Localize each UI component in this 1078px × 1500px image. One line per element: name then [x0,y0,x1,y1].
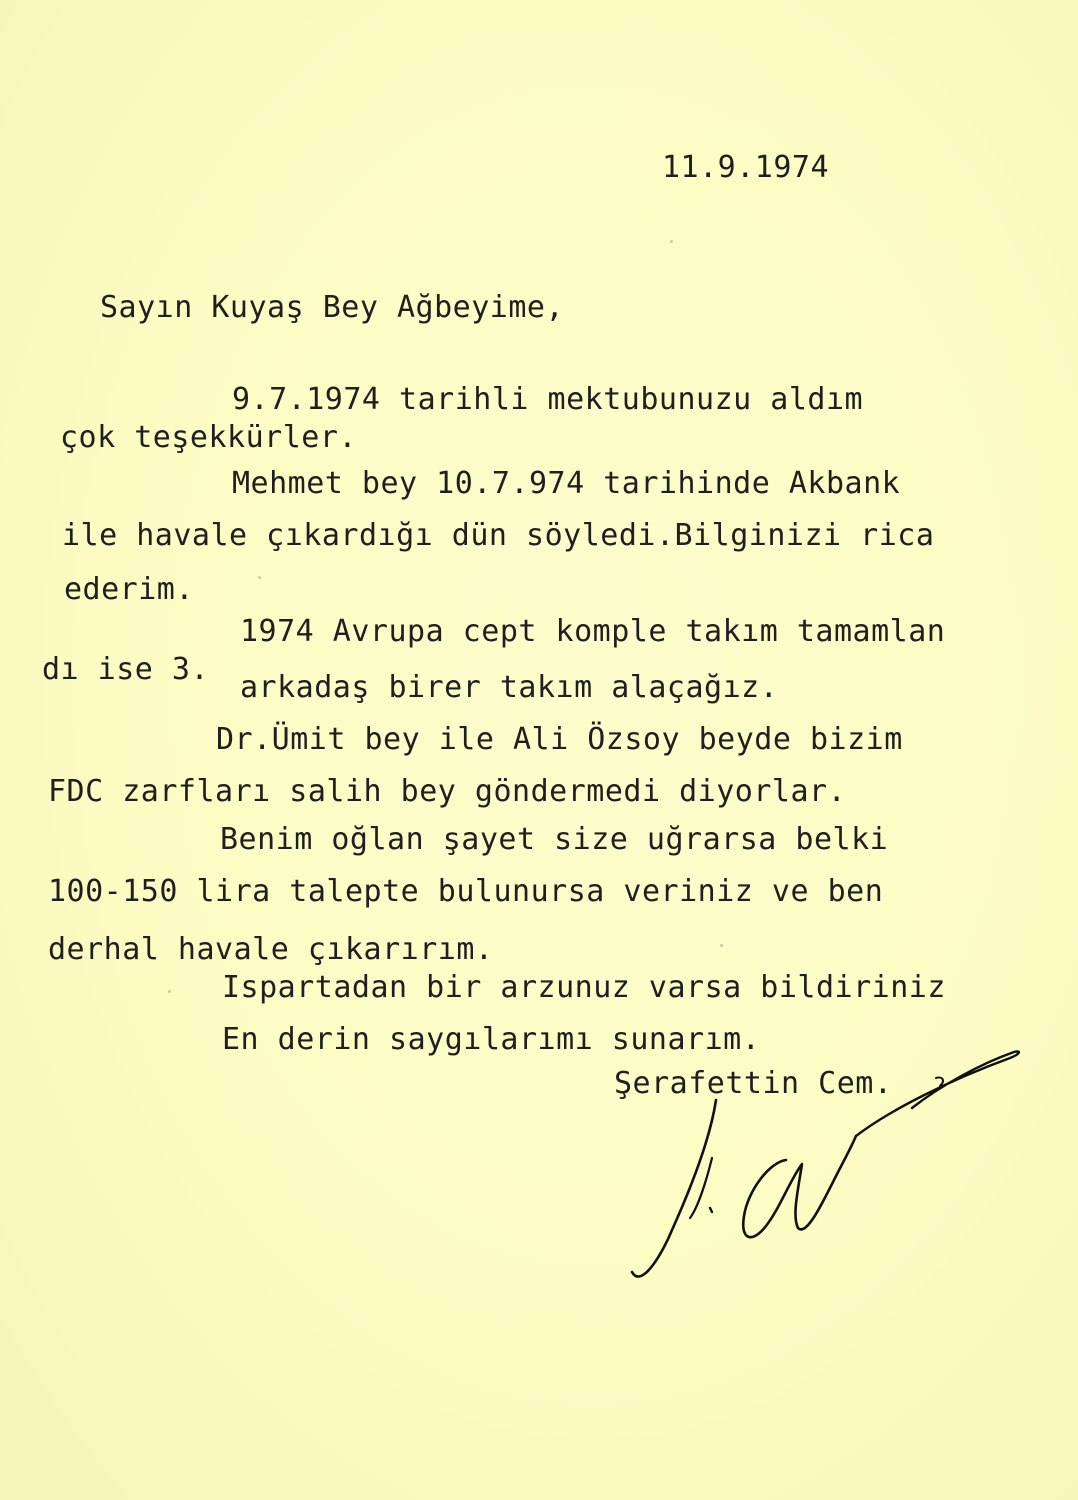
letter-line: En derin saygılarımı sunarım. [222,1022,761,1057]
paper-speck [258,576,261,579]
letter-line: Mehmet bey 10.7.974 tarihinde Akbank [232,466,901,501]
paper-speck [670,240,673,243]
letter-salutation: Sayın Kuyaş Bey Ağbeyime, [100,290,565,325]
letter-line: çok teşekkürler. [60,420,357,455]
letter-signoff: Şerafettin Cem. [614,1066,893,1101]
letter-line: Dr.Ümit bey ile Ali Özsoy beyde bizim [216,722,903,757]
letter-line: FDC zarfları salih bey göndermedi diyorlar. [48,774,847,809]
paper-speck [720,944,723,947]
letter-line: Ispartadan bir arzunuz varsa bildiriniz [222,970,946,1005]
letter-line: 100-150 lira talepte bulunursa veriniz ve ben [48,874,884,909]
paper-speck [168,990,171,993]
letter-line: Benim oğlan şayet size uğrarsa belki [220,822,889,857]
letter-line: 1974 Avrupa cept komple takım tamamlan [240,614,946,649]
letter-line: ile havale çıkardığı dün söyledi.Bilginizi rica [62,518,935,553]
letter-line: derhal havale çıkarırım. [48,932,494,967]
letter-line: ederim. [64,572,194,607]
letter-line: 9.7.1974 tarihli mektubunuzu aldım [232,382,864,417]
handwritten-signature [620,1040,1040,1290]
letter-line: arkadaş birer takım alaçağız. [240,670,779,705]
letter-date: 11.9.1974 [662,150,830,185]
letter-line: dı ise 3. [42,652,210,687]
